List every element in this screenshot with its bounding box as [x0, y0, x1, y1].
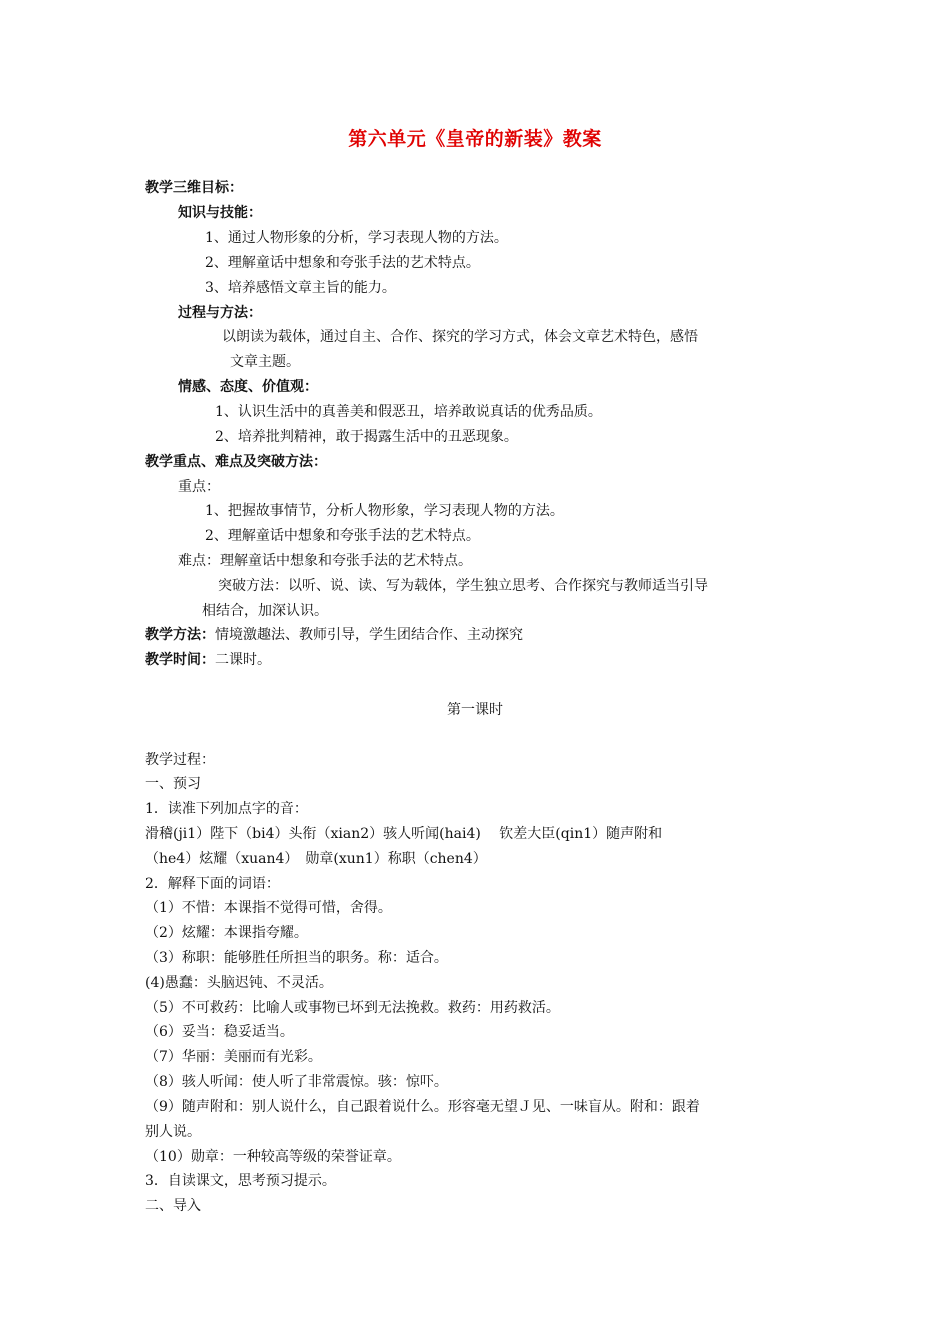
focus-item: 1、把握故事情节，分析人物形象，学习表现人物的方法。	[205, 503, 564, 519]
difficulty-text: 难点：理解童话中想象和夸张手法的艺术特点。	[178, 553, 472, 569]
key-points-heading: 教学重点、难点及突破方法：	[145, 454, 327, 470]
vocab-item: （5）不可救药：比喻人或事物已坏到无法挽救。救药：用药救活。	[145, 1000, 560, 1016]
teaching-method-label: 教学方法：	[145, 627, 215, 643]
breakthrough-text: 突破方法：以听、说、读、写为载体，学生独立思考、合作探究与教师适当引导	[218, 578, 708, 594]
section-heading-preview: 一、预习	[145, 776, 201, 792]
process-heading: 教学过程：	[145, 752, 215, 768]
breakthrough-text-cont: 相结合，加深认识。	[202, 603, 328, 619]
vocab-item: (4)愚蠢：头脑迟钝、不灵活。	[145, 975, 333, 991]
vocab-item: （1）不惜：本课指不觉得可惜，舍得。	[145, 900, 392, 916]
knowledge-item: 2、理解童话中想象和夸张手法的艺术特点。	[205, 255, 480, 271]
section-heading-introduction: 二、导入	[145, 1198, 201, 1214]
focus-item: 2、理解童话中想象和夸张手法的艺术特点。	[205, 528, 480, 544]
vocab-item: （3）称职：能够胜任所担当的职务。称：适合。	[145, 950, 448, 966]
pinyin-line-cont: （he4）炫耀（xuan4） 勋章(xun1）称职（chen4）	[145, 851, 487, 867]
pinyin-line: 滑稽(ji1）陛下（bi4）头衔（xian2）骇人听闻(hai4) 钦差大臣(qin1）随声附和	[145, 826, 663, 842]
emotion-heading: 情感、态度、价值观：	[178, 379, 318, 395]
vocab-item: （6）妥当：稳妥适当。	[145, 1024, 294, 1040]
process-method-heading: 过程与方法：	[178, 305, 262, 321]
process-method-text-cont: 文章主题。	[230, 354, 300, 370]
step-heading-pronunciation: 1．读准下列加点字的音：	[145, 801, 308, 817]
vocab-item: （9）随声附和：别人说什么，自己跟着说什么。形容毫无望Ｊ见、一味盲从。附和：跟着	[145, 1099, 700, 1115]
vocab-item-cont: 别人说。	[145, 1124, 201, 1140]
process-method-text: 以朗读为载体，通过自主、合作、探究的学习方式，体会文章艺术特色，感悟	[222, 329, 698, 345]
teaching-method-value: 情境激趣法、教师引导，学生团结合作、主动探究	[215, 627, 523, 643]
teaching-time-label: 教学时间：	[145, 652, 215, 668]
step-heading-vocabulary: 2．解释下面的词语：	[145, 876, 280, 892]
knowledge-item: 1、通过人物形象的分析，学习表现人物的方法。	[205, 230, 508, 246]
emotion-item: 2、培养批判精神，敢于揭露生活中的丑恶现象。	[215, 429, 518, 445]
knowledge-heading: 知识与技能：	[178, 205, 262, 221]
vocab-item: （7）华丽：美丽而有光彩。	[145, 1049, 322, 1065]
objectives-heading: 教学三维目标：	[145, 180, 243, 196]
teaching-method	[145, 625, 523, 645]
knowledge-item: 3、培养感悟文章主旨的能力。	[205, 280, 396, 296]
emotion-item: 1、认识生活中的真善美和假恶丑，培养敢说真话的优秀品质。	[215, 404, 602, 420]
teaching-time	[145, 650, 271, 670]
document-title: 第六单元《皇帝的新装》教案	[348, 128, 602, 150]
step-self-reading: 3．自读课文，思考预习提示。	[145, 1173, 336, 1189]
focus-label: 重点：	[178, 479, 220, 495]
lesson-title: 第一课时	[447, 702, 503, 718]
vocab-item: （2）炫耀：本课指夸耀。	[145, 925, 308, 941]
teaching-time-value: 二课时。	[215, 652, 271, 668]
vocab-item: （10）勋章：一种较高等级的荣誉证章。	[145, 1149, 401, 1165]
vocab-item: （8）骇人听闻：使人听了非常震惊。骇：惊吓。	[145, 1074, 448, 1090]
